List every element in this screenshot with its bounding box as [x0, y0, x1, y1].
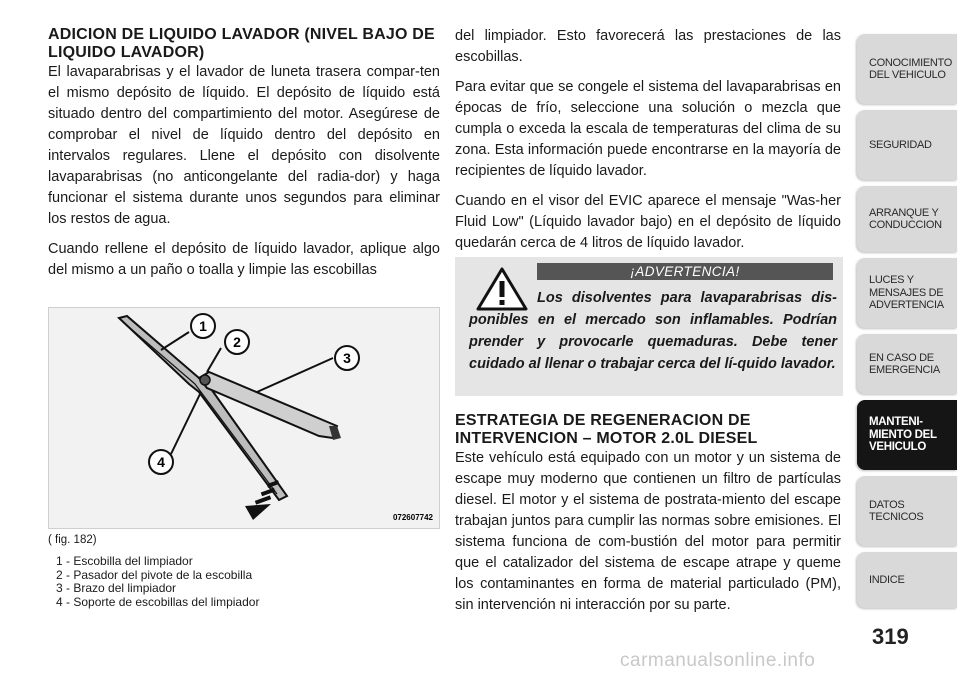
callout-3 — [335, 346, 359, 370]
leader-2 — [207, 348, 221, 372]
warning-title: ¡ADVERTENCIA! — [537, 263, 833, 280]
paragraph-reservoir: El lavaparabrisas y el lavador de luneta trasera compar-ten el mismo depósito de líquido. El depósito de líquido está situado dentro del compartimiento del motor. Asegúrese de comprobar el nivel de líquido dentro del depósito en intervalos regulares. Llene el depósito con disolvente lavaparabrisas (no anticongelante del radia-dor) y haga funcionar el sistema durante unos segundos para eliminar los restos de agua. — [48, 64, 440, 227]
leader-4 — [171, 392, 201, 454]
paragraph-diesel-filter: Este vehículo está equipado con un motor y un sistema de escape muy moderno que contienen un filtro de partículas diesel. El motor y el sistema de postrata-miento del escape trabajan juntos para cumplir las normas sobre emisiones. El sistema funciona de com-bustión del motor para permitir que el catalizador del sistema de escape atrape y queme los contaminantes en forma de material particulado (PM), sin intervención ni interacción por su parte. — [455, 450, 841, 613]
left-column — [48, 26, 440, 290]
warning-box — [455, 257, 843, 396]
legend-item: 1 - Escobilla del limpiador — [56, 554, 193, 568]
warning-text: Los disolventes para lavaparabrisas dis-ponibles en el mercado son inflamables. Podrían prender y provocarle quemaduras. Debe tener cuidado al llenar o trabajar cerca del lí-quido lavador. — [469, 290, 837, 372]
leader-1 — [161, 332, 189, 350]
paragraph-evic: Cuando en el visor del EVIC aparece el mensaje "Was-her Fluid Low" (Líquido lavador bajo) en el depósito de líquido quedarán cerca de 4 litros de líquido lavador. — [455, 193, 841, 251]
tab-emergencia[interactable]: EN CASO DE EMERGENCIA — [857, 334, 957, 394]
legend-item: 3 - Brazo del limpiador — [56, 581, 177, 595]
tab-datos[interactable]: DATOS TECNICOS — [857, 476, 957, 546]
callout-4-label: 4 — [157, 454, 165, 470]
tab-conocimiento[interactable]: CONOCIMIENTO DEL VEHICULO — [857, 34, 957, 104]
right-column-bottom — [455, 412, 841, 625]
right-column-top — [455, 26, 841, 263]
paragraph-freeze: Para evitar que se congele el sistema del lavaparabrisas en épocas de frío, seleccione una solución o mezcla que cumpla o exceda la escala de temperaturas del clima de su zona. Esta información puede encontrarse en la mayoría de recipientes de líquido lavador. — [455, 79, 841, 179]
tab-mantenimiento[interactable]: MANTENI- MIENTO DEL VEHICULO — [857, 400, 957, 470]
tab-luces[interactable]: LUCES Y MENSAJES DE ADVERTENCIA — [857, 258, 957, 328]
callout-1-label: 1 — [199, 318, 207, 334]
callout-4 — [149, 450, 173, 474]
section-heading-washer-fluid: ADICION DE LIQUIDO LAVADOR (NIVEL BAJO DE LIQUIDO LAVADOR) — [48, 26, 435, 61]
legend-item: 4 - Soporte de escobillas del limpiador — [56, 594, 260, 609]
callout-3-label: 3 — [343, 350, 351, 366]
figure-legend — [56, 555, 259, 609]
leader-3 — [257, 358, 333, 392]
tab-seguridad[interactable]: SEGURIDAD — [857, 110, 957, 180]
legend-item: 2 - Pasador del pivote de la escobilla — [56, 567, 253, 582]
callout-2-label: 2 — [233, 334, 241, 350]
chapter-tabs — [857, 0, 960, 678]
tab-indice[interactable]: INDICE — [857, 552, 957, 608]
section-heading-regeneration: ESTRATEGIA DE REGENERACION DE INTERVENCION – MOTOR 2.0L DIESEL — [455, 412, 758, 447]
wiper-illustration — [49, 308, 439, 528]
tab-arranque[interactable]: ARRANQUE Y CONDUCCION — [857, 186, 957, 252]
paragraph-continuation: del limpiador. Esto favorecerá las prestaciones de las escobillas. — [455, 28, 841, 65]
watermark: carmanualsonline.info — [620, 650, 816, 671]
callout-1 — [191, 314, 215, 338]
paragraph-refill: Cuando rellene el depósito de líquido lavador, aplique algo del mismo a un paño o toalla y limpie las escobillas — [48, 241, 440, 278]
figure-code: 072607742 — [392, 513, 433, 522]
page-number: 319 — [872, 624, 909, 649]
callout-2 — [225, 330, 249, 354]
figure-caption: ( fig. 182) — [48, 534, 97, 546]
wiper-figure — [48, 307, 440, 529]
pivot-pin-shape — [200, 375, 210, 385]
